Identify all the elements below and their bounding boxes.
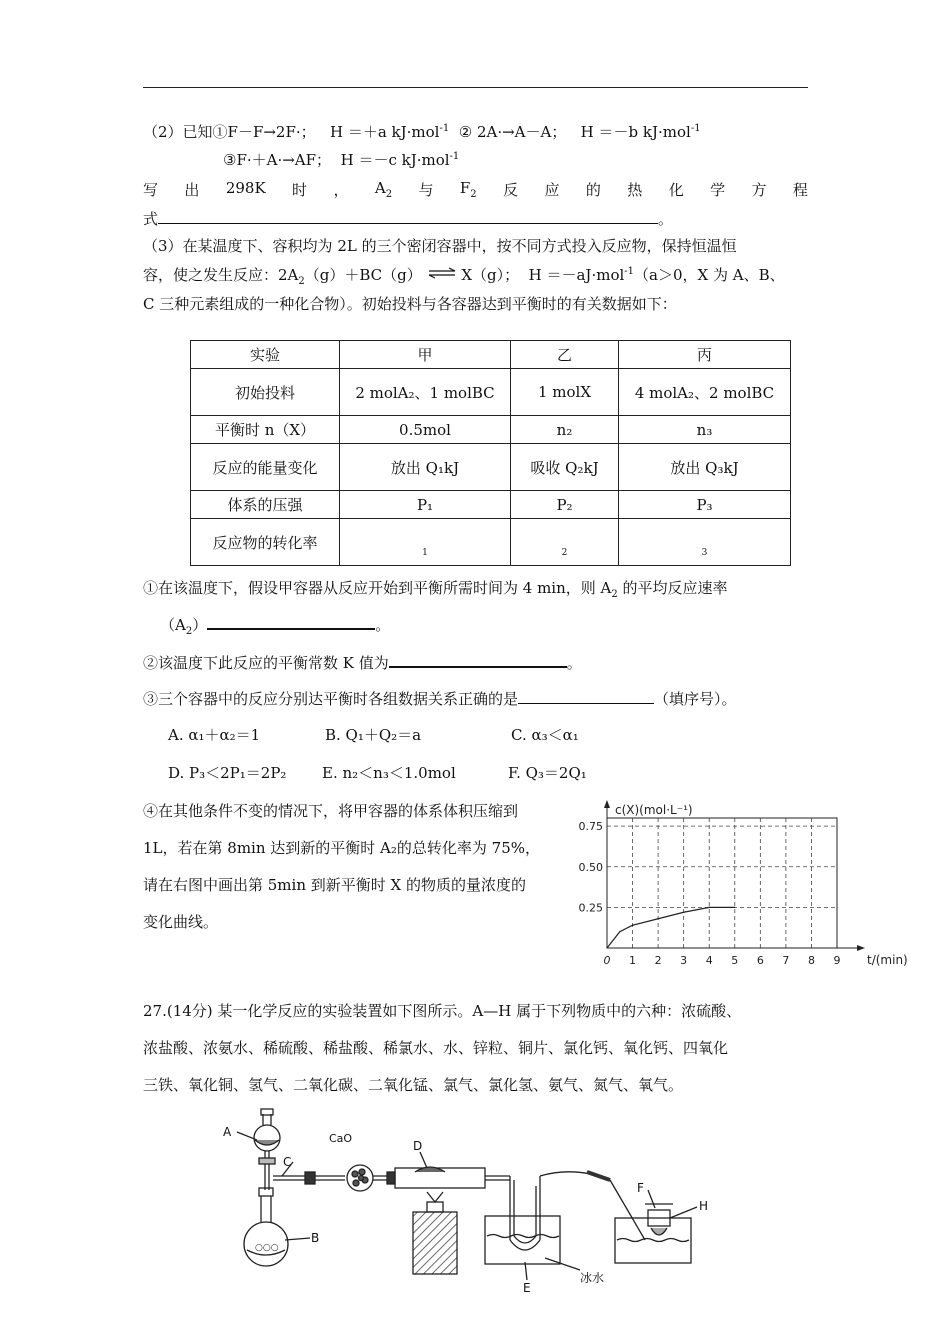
answer-blank[interactable] xyxy=(389,650,567,668)
table-header: 甲 xyxy=(340,341,511,369)
table-row xyxy=(191,491,791,519)
sup: -1 xyxy=(439,123,450,134)
label-a: A xyxy=(223,1125,232,1139)
question-4-line: 请在右图中画出第 5min 到新平衡时 X 的物质的量浓度的 xyxy=(143,876,526,894)
series-line xyxy=(607,907,735,948)
data-table xyxy=(190,340,791,566)
justified-word: 热 xyxy=(627,181,643,199)
data-point xyxy=(734,907,735,908)
justified-word: 时 xyxy=(292,181,308,199)
justified-word: 程 xyxy=(792,181,808,199)
text: ） xyxy=(192,616,208,634)
text: （a＞0，X 为 A、B、 xyxy=(634,266,785,284)
y-tick-label: 0.75 xyxy=(578,820,603,834)
option-b: B. Q₁＋Q₂＝a xyxy=(325,726,422,744)
justified-word: 的 xyxy=(585,181,601,199)
text: ③F·＋A·→AF； xyxy=(223,151,332,169)
question-4-line: 1L，若在第 8min 达到新的平衡时 A₂的总转化率为 75%， xyxy=(143,839,540,857)
justified-word: 学 xyxy=(710,181,726,199)
table-cell: 放出 Q₃kJ xyxy=(619,444,791,491)
justified-word: 与 xyxy=(418,181,434,199)
answer-blank[interactable] xyxy=(158,207,658,224)
text: H ＝－aJ·mol xyxy=(528,266,625,284)
table-cell: 1 molX xyxy=(511,369,619,416)
x-tick-label: 4 xyxy=(705,954,713,967)
text: （A xyxy=(160,616,186,634)
data-point xyxy=(606,947,607,948)
x-tick-label: 3 xyxy=(680,954,688,967)
alpha-subscript: 3 xyxy=(701,548,708,558)
part2-line2 xyxy=(223,149,459,170)
x-axis-arrow-icon xyxy=(857,945,865,951)
concentration-chart[interactable] xyxy=(560,790,908,980)
table-cell: 反应的能量变化 xyxy=(191,444,340,491)
y-tick-label: 0.50 xyxy=(578,860,603,874)
data-point xyxy=(658,918,659,919)
table-cell: P₃ xyxy=(619,491,791,519)
option-a: A. α₁＋α₂＝1 xyxy=(168,726,261,744)
part3-line1: （3）在某温度下、容积均为 2L 的三个密闭容器中，按不同方式投入反应物，保持恒温恒 xyxy=(143,237,737,255)
q27-line: 三铁、氧化铜、氢气、二氧化碳、二氧化锰、氯气、氯化氢、氨气、氮气、氧气。 xyxy=(143,1076,684,1094)
text: （填序号）。 xyxy=(654,690,737,708)
justified-word: 298K xyxy=(225,179,266,197)
justified-word: 化 xyxy=(668,181,684,199)
text: 式 xyxy=(143,210,159,228)
justified-word: 出 xyxy=(184,181,200,199)
x-tick-label: 9 xyxy=(833,954,841,967)
header-rule xyxy=(143,87,808,88)
table-row xyxy=(191,444,791,491)
apparatus-diagram xyxy=(215,1100,725,1300)
text: ③三个容器中的反应分别达平衡时各组数据关系正确的是 xyxy=(143,690,519,708)
sup: -1 xyxy=(624,266,635,277)
question-4-line: ④在其他条件不变的情况下，将甲容器的体系体积压缩到 xyxy=(143,802,519,820)
question-1-answer: $(A_2)$ 。 xyxy=(160,612,390,637)
label-b: B xyxy=(311,1231,320,1245)
x-tick-label: 8 xyxy=(807,954,815,967)
y-tick-label: 0.25 xyxy=(578,901,603,915)
text: H ＝－b kJ·mol xyxy=(580,123,691,141)
justified-word: $A_2$ xyxy=(374,179,393,200)
y-axis-arrow-icon xyxy=(604,800,610,808)
sup: -1 xyxy=(449,151,460,162)
table-cell: 初始投料 xyxy=(191,369,340,416)
x-tick-label: 0 xyxy=(603,954,611,967)
table-cell: n₃ xyxy=(619,416,791,444)
equilibrium-arrow-icon xyxy=(427,264,457,282)
text: 。 xyxy=(375,616,391,634)
table-row xyxy=(191,416,791,444)
x-tick-label: 7 xyxy=(782,954,790,967)
data-point xyxy=(632,925,633,926)
answer-blank[interactable] xyxy=(518,687,654,704)
table-row xyxy=(191,519,791,566)
part2-line4 xyxy=(143,207,673,229)
x-axis-label: t/(min) xyxy=(867,953,908,967)
table-header: 实验 xyxy=(191,341,340,369)
data-point xyxy=(619,931,620,932)
q27-line: 27.(14分) 某一化学反应的实验装置如下图所示。A—H 属于下列物质中的六种：浓硫酸、 xyxy=(143,1002,742,1020)
svg-text:○○○: ○○○ xyxy=(255,1243,279,1253)
justified-word: 反 xyxy=(503,181,519,199)
text: H ＝－c kJ·mol xyxy=(340,151,450,169)
justified-word: 应 xyxy=(544,181,560,199)
funnel-bulb-icon xyxy=(254,1125,280,1151)
table-header: 乙 xyxy=(511,341,619,369)
data-point xyxy=(709,907,710,908)
option-f: F. Q₃＝2Q₁ xyxy=(508,764,587,782)
label-cao: CaO xyxy=(329,1132,353,1145)
label-d: D xyxy=(413,1139,423,1153)
alpha-subscript: 2 xyxy=(561,548,568,558)
label-f: F xyxy=(637,1181,644,1195)
text: ② 2A·→A－A； xyxy=(458,123,567,141)
x-tick-label: 1 xyxy=(629,954,637,967)
label-c: C xyxy=(283,1155,292,1169)
table-cell: n₂ xyxy=(511,416,619,444)
justified-word: $F_2$ xyxy=(459,179,477,200)
text: 的平均反应速率 xyxy=(622,579,728,597)
answer-blank[interactable] xyxy=(207,612,375,630)
text: X（g）； xyxy=(461,266,520,284)
text: ①在该温度下，假设甲容器从反应开始到平衡所需时间为 4 min，则 A xyxy=(143,579,612,597)
table-cell xyxy=(619,519,791,566)
text: （g）＋BC（g） xyxy=(304,266,422,284)
question-3 xyxy=(143,687,737,709)
sup: -1 xyxy=(690,123,701,134)
x-tick-label: 5 xyxy=(731,954,739,967)
part2-line1 xyxy=(143,121,701,142)
table-header-row xyxy=(191,341,791,369)
justified-word: ， xyxy=(333,181,349,199)
table-cell xyxy=(511,519,619,566)
text: 。 xyxy=(566,654,582,672)
table-row xyxy=(191,369,791,416)
justified-word: 写 xyxy=(143,181,159,199)
alpha-subscript: 1 xyxy=(422,548,428,558)
table-cell xyxy=(340,519,511,566)
label-ice-water: 冰水 xyxy=(580,1271,605,1285)
table-cell: 0.5mol xyxy=(340,416,511,444)
part2-line3 xyxy=(143,179,808,200)
table-cell: P₂ xyxy=(511,491,619,519)
table-header: 丙 xyxy=(619,341,791,369)
option-d: D. P₃＜2P₁＝2P₂ xyxy=(168,764,287,782)
part3-line3: C 三种元素组成的一种化合物）。初始投料与各容器达到平衡时的有关数据如下： xyxy=(143,295,677,313)
label-e: E xyxy=(523,1281,531,1295)
question-4-line: 变化曲线。 xyxy=(143,913,219,931)
table-cell: P₁ xyxy=(340,491,511,519)
text: 容，使之发生反应：2A xyxy=(143,266,299,284)
table-cell: 平衡时 n（X） xyxy=(191,416,340,444)
text: 。 xyxy=(658,210,674,228)
part3-line2: 容，使之发生反应：$2A_2(g)+BC(g)$ X（g）； H ＝－aJ·mol$^{-1}$（a＞0，X 为 A、B、 xyxy=(143,266,785,287)
table-cell: 2 molA₂、1 molBC xyxy=(340,369,511,416)
y-axis-label: c(X)(mol·L⁻¹) xyxy=(615,803,693,817)
text: （2）已知①F－F→2F·； xyxy=(143,123,316,141)
justified-word: 方 xyxy=(751,181,767,199)
x-tick-label: 6 xyxy=(756,954,764,967)
x-tick-label: 2 xyxy=(654,954,662,967)
label-h: H xyxy=(699,1199,709,1213)
data-point xyxy=(683,912,684,913)
table-cell: 放出 Q₁kJ xyxy=(340,444,511,491)
text: ②该温度下此反应的平衡常数 K 值为 xyxy=(143,654,389,672)
table-cell: 体系的压强 xyxy=(191,491,340,519)
q27-line: 浓盐酸、浓氨水、稀硫酸、稀盐酸、稀氯水、水、锌粒、铜片、氯化钙、氧化钙、四氧化 xyxy=(143,1039,729,1057)
question-2 xyxy=(143,650,582,673)
plot-frame xyxy=(607,818,837,948)
text: H ＝＋a kJ·mol xyxy=(329,123,440,141)
table-cell: 吸收 Q₂kJ xyxy=(511,444,619,491)
table-cell: 4 molA₂、2 molBC xyxy=(619,369,791,416)
table-cell: 反应物的转化率 xyxy=(191,519,340,566)
question-1: ①在该温度下，假设甲容器从反应开始到平衡所需时间为 4 min，则 $A_2$ 的平均反应速率 xyxy=(143,579,728,600)
option-c: C. α₃＜α₁ xyxy=(511,726,579,744)
option-e: E. n₂＜n₃＜1.0mol xyxy=(322,764,456,782)
